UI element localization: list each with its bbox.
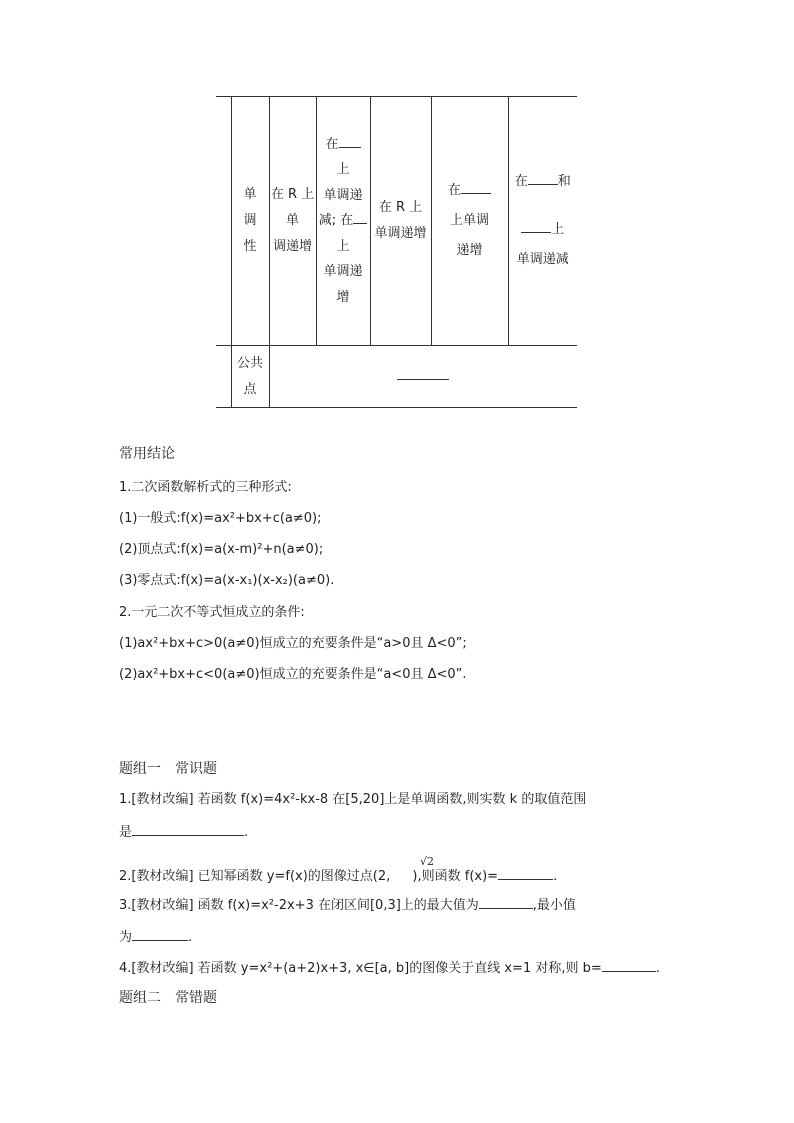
q-period: .: [553, 869, 558, 884]
formula-vertex: (2)顶点式:f(x)=a(x-m)²+n(a≠0);: [119, 542, 324, 557]
cell-text: 上: [336, 162, 350, 178]
group-heading-2: 题组二 常错题: [119, 990, 217, 1006]
q-text: ,最小值: [532, 898, 576, 913]
table-stub-cell: [216, 97, 231, 346]
cell-text: 在 和: [509, 167, 578, 197]
label-char: 点: [243, 381, 257, 397]
label-char: 性: [243, 239, 257, 254]
question-3-cont: [119, 927, 192, 947]
answer-blank: [132, 927, 188, 941]
question-4: [119, 958, 660, 978]
fill-blank: [339, 133, 361, 148]
formula-general: (1)一般式:f(x)=ax²+bx+c(a≠0);: [119, 511, 322, 526]
answer-blank: [602, 958, 656, 972]
cell-reciprocal: [508, 97, 577, 346]
question-1: 1.[教材改编] 若函数 f(x)=4x²-kx-8 在[5,20]上是单调函数,则实数 k 的取值范围: [119, 792, 587, 807]
section-heading: 常用结论: [119, 446, 175, 462]
q-text: 4.[教材改编] 若函数 y=x²+(a+2)x+3, x∈[a, b]的图像关于直线 x=1 对称,则 b=: [119, 961, 602, 976]
formula-zero: (3)零点式:f(x)=a(x-x₁)(x-x₂)(a≠0).: [119, 573, 335, 588]
fill-blank: [461, 179, 491, 194]
q-text: 2.[教材改编] 已知幂函数 y=f(x)的图像过点(2,: [119, 869, 395, 884]
answer-blank: [132, 822, 244, 836]
cell-quadratic: [316, 97, 370, 346]
label-char: 调: [243, 213, 257, 228]
answer-blank: [479, 895, 533, 909]
fill-blank: [353, 209, 367, 224]
cell-common-point-answer: [269, 346, 577, 408]
monotonicity-row: [216, 97, 577, 346]
q-text: 为: [119, 930, 133, 945]
cell-text: 在: [317, 132, 370, 158]
cell-text: 减; 在: [317, 208, 370, 234]
q-text: 3.[教材改编] 函数 f(x)=x²-2x+3 在闭区间[0,3]上的最大值为: [119, 898, 479, 913]
question-2: [119, 866, 557, 886]
cell-text: 单调递: [323, 264, 363, 280]
label-char: 公共: [236, 355, 263, 371]
cell-text: 单: [285, 213, 299, 228]
cell-text: 上: [336, 238, 350, 254]
cell-linear: [269, 97, 316, 346]
cell-text: 上: [509, 215, 578, 245]
condition-positive: (1)ax²+bx+c>0(a≠0)恒成立的充要条件是“a>0且 Δ<0”;: [119, 636, 467, 651]
monotonicity-table: [216, 96, 577, 408]
q-period: .: [244, 825, 249, 840]
answer-blank: [498, 866, 553, 880]
row-label-common-point: [231, 346, 269, 408]
q-period: .: [188, 930, 193, 945]
cell-text: 在 R 上: [378, 200, 423, 215]
sqrt2-symbol: √2: [420, 855, 435, 868]
q-text: ),则函数 f(x)=: [412, 869, 499, 884]
fill-blank: [528, 170, 558, 185]
common-point-row: [216, 346, 577, 408]
condition-negative: (2)ax²+bx+c<0(a≠0)恒成立的充要条件是“a<0且 Δ<0”.: [119, 667, 467, 682]
question-1-cont: [119, 822, 248, 842]
cell-text: 上单调: [449, 213, 489, 228]
fill-blank: [397, 365, 449, 380]
q-text: 是: [119, 825, 133, 840]
fill-blank: [521, 218, 551, 233]
cell-spacer: [509, 197, 578, 215]
label-char: 单: [243, 187, 257, 202]
conclusion-item-2: 2.一元二次不等式恒成立的条件:: [119, 605, 305, 620]
cell-cubic: [370, 97, 431, 346]
cell-text: 递增: [456, 243, 483, 258]
cell-text: 在: [432, 176, 508, 206]
cell-text: 单调递: [323, 187, 363, 203]
row-label-monotonicity: [231, 97, 269, 346]
cell-text: 单调递减: [516, 252, 569, 267]
cell-text: 增: [336, 289, 350, 305]
cell-text: 在 R 上: [270, 187, 315, 202]
q-period: .: [655, 961, 660, 976]
conclusion-item-1: 1.二次函数解析式的三种形式:: [119, 480, 292, 495]
cell-sqrt: [431, 97, 508, 346]
table-stub-cell: [216, 346, 231, 408]
question-3: [119, 895, 576, 915]
cell-text: 调递增: [272, 239, 312, 254]
cell-text: 单调递增: [374, 226, 427, 241]
group-heading-1: 题组一 常识题: [119, 761, 217, 777]
